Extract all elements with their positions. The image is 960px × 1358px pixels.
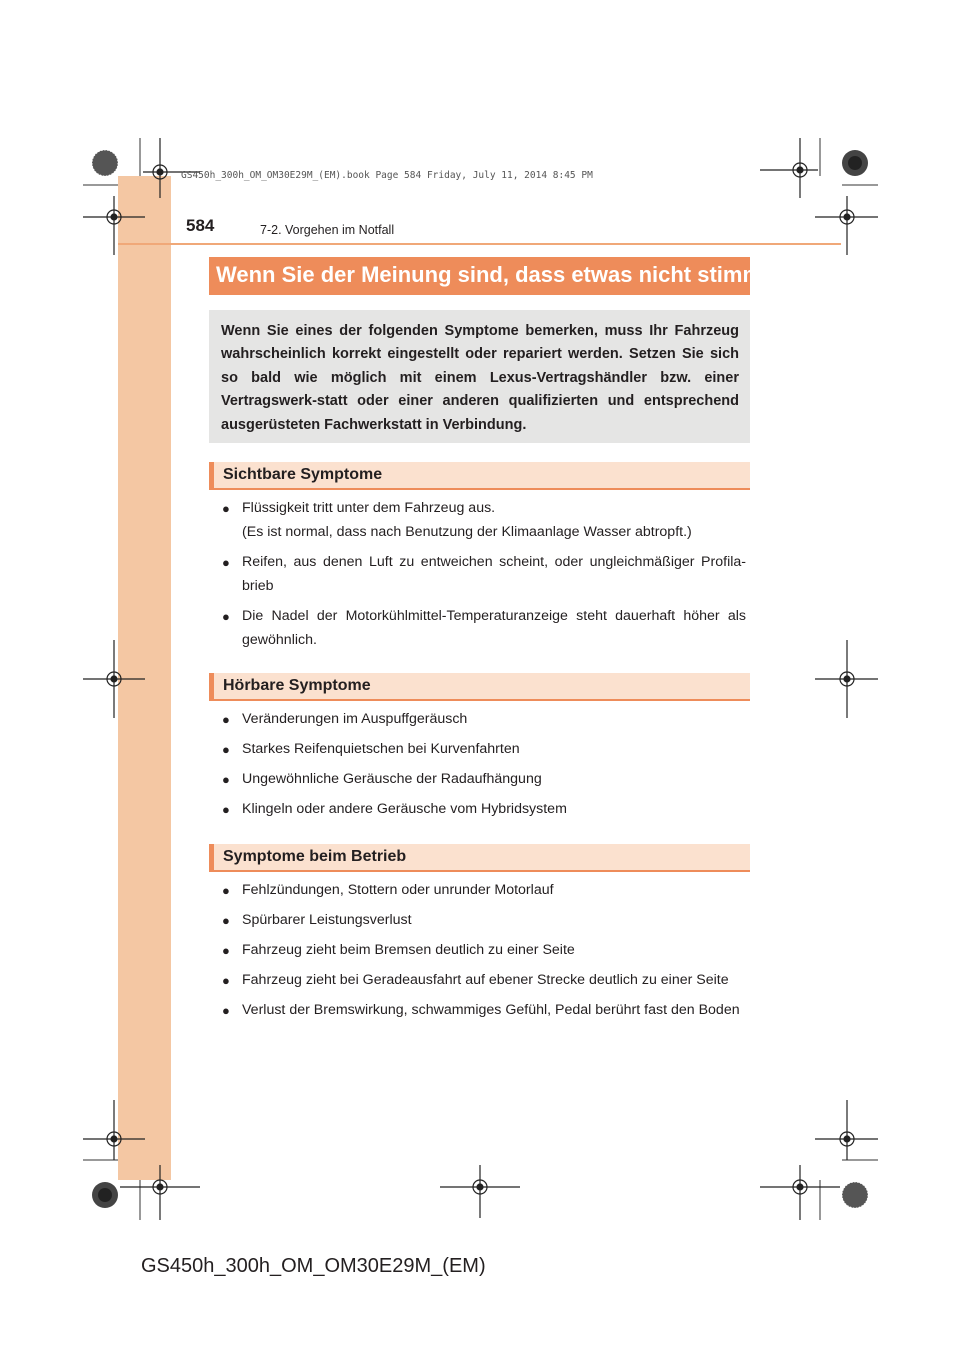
crosshair-mark-9 xyxy=(120,1165,200,1220)
starburst-mark-top-left xyxy=(92,150,118,176)
bullet-list-operation xyxy=(222,879,746,1023)
bullet-icon: ● xyxy=(222,555,230,570)
bullet-icon: ● xyxy=(222,973,230,988)
bullet-icon: ● xyxy=(222,501,230,516)
page-number: 584 xyxy=(186,216,215,235)
list-item: ● Klingeln oder andere Geräusche vom Hybridsystem xyxy=(222,798,746,822)
list-item: ● Veränderungen im Auspuffgeräusch xyxy=(222,708,746,732)
list-item: ● Fehlzündungen, Stottern oder unrunder Motorlauf xyxy=(222,879,746,903)
page-title: Wenn Sie der Meinung sind, dass etwas nicht stimmt xyxy=(209,257,750,295)
section-heading-visible xyxy=(209,462,750,490)
crosshair-mark-11 xyxy=(760,1165,840,1220)
bullet-list-audible xyxy=(222,708,746,822)
bullet-icon: ● xyxy=(222,772,230,787)
print-metadata: GS450h_300h_OM_OM30E29M_(EM).book Page 584 Friday, July 11, 2014 8:45 PM xyxy=(181,170,593,181)
bullet-icon: ● xyxy=(222,943,230,958)
list-item: ● Die Nadel der Motorkühlmittel-Temperaturanzeige steht dauerhaft höher als gewöhnlich. xyxy=(222,605,746,652)
bullet-icon: ● xyxy=(222,712,230,727)
starburst-mark-bottom-right xyxy=(842,1182,868,1208)
bullet-icon: ● xyxy=(222,742,230,757)
section-heading-text: Sichtbare Symptome xyxy=(223,466,383,483)
crosshair-mark-7 xyxy=(83,1100,145,1160)
crosshair-mark-4 xyxy=(815,196,878,255)
list-item: ● Reifen, aus denen Luft zu entweichen scheint, oder ungleichmäßiger Profila-brieb xyxy=(222,551,746,598)
crosshair-mark-2 xyxy=(760,138,818,198)
footer-doc-id: GS450h_300h_OM_OM30E29M_(EM) xyxy=(141,1255,486,1277)
crosshair-mark-1 xyxy=(143,138,200,198)
section-heading-operation xyxy=(209,844,750,872)
crosshair-mark-10 xyxy=(440,1165,520,1218)
list-item: ● Fahrzeug zieht bei Geradeausfahrt auf ebener Strecke deutlich zu einer Seite xyxy=(222,969,746,993)
crosshair-mark-6 xyxy=(815,640,878,718)
list-item: ● Spürbarer Leistungsverlust xyxy=(222,909,746,933)
header-divider xyxy=(118,243,841,245)
bullet-icon: ● xyxy=(222,913,230,928)
crosshair-mark-8 xyxy=(815,1100,878,1160)
list-item: ● Starkes Reifenquietschen bei Kurvenfahrten xyxy=(222,738,746,762)
bullet-icon: ● xyxy=(222,609,230,624)
section-heading-audible xyxy=(209,673,750,701)
list-item: ● Fahrzeug zieht beim Bremsen deutlich zu einer Seite xyxy=(222,939,746,963)
starburst-mark-top-right xyxy=(842,150,868,176)
section-heading-text: Symptome beim Betrieb xyxy=(223,848,407,865)
list-item: ● Ungewöhnliche Geräusche der Radaufhängung xyxy=(222,768,746,792)
section-label: 7-2. Vorgehen im Notfall xyxy=(260,223,395,237)
list-item: ● Flüssigkeit tritt unter dem Fahrzeug aus. (Es ist normal, dass nach Benutzung der Klimaanlage Wasser abtropft.) xyxy=(222,497,746,544)
intro-text: Wenn Sie eines der folgenden Symptome bemerken, muss Ihr Fahrzeug wahrscheinlich korrekt eingestellt oder repariert werden. Setzen Sie sich so bald wie möglich mit einem Lexus-Vertragshändler bzw. einer Vertragswerk-statt oder einer anderen qualifizierten und entsprechend ausgerüsteten Fachwerkstatt in Verbindung. xyxy=(221,323,739,433)
list-item: ● Verlust der Bremswirkung, schwammiges Gefühl, Pedal berührt fast den Boden xyxy=(222,999,746,1023)
intro-box xyxy=(209,310,750,443)
section-heading-text: Hörbare Symptome xyxy=(223,677,371,694)
bullet-icon: ● xyxy=(222,1003,230,1018)
bullet-icon: ● xyxy=(222,883,230,898)
bullet-icon: ● xyxy=(222,802,230,817)
crosshair-mark-3 xyxy=(83,196,145,255)
starburst-mark-bottom-left xyxy=(92,1182,118,1208)
crosshair-mark-5 xyxy=(83,640,145,718)
bullet-list-visible xyxy=(222,497,746,652)
